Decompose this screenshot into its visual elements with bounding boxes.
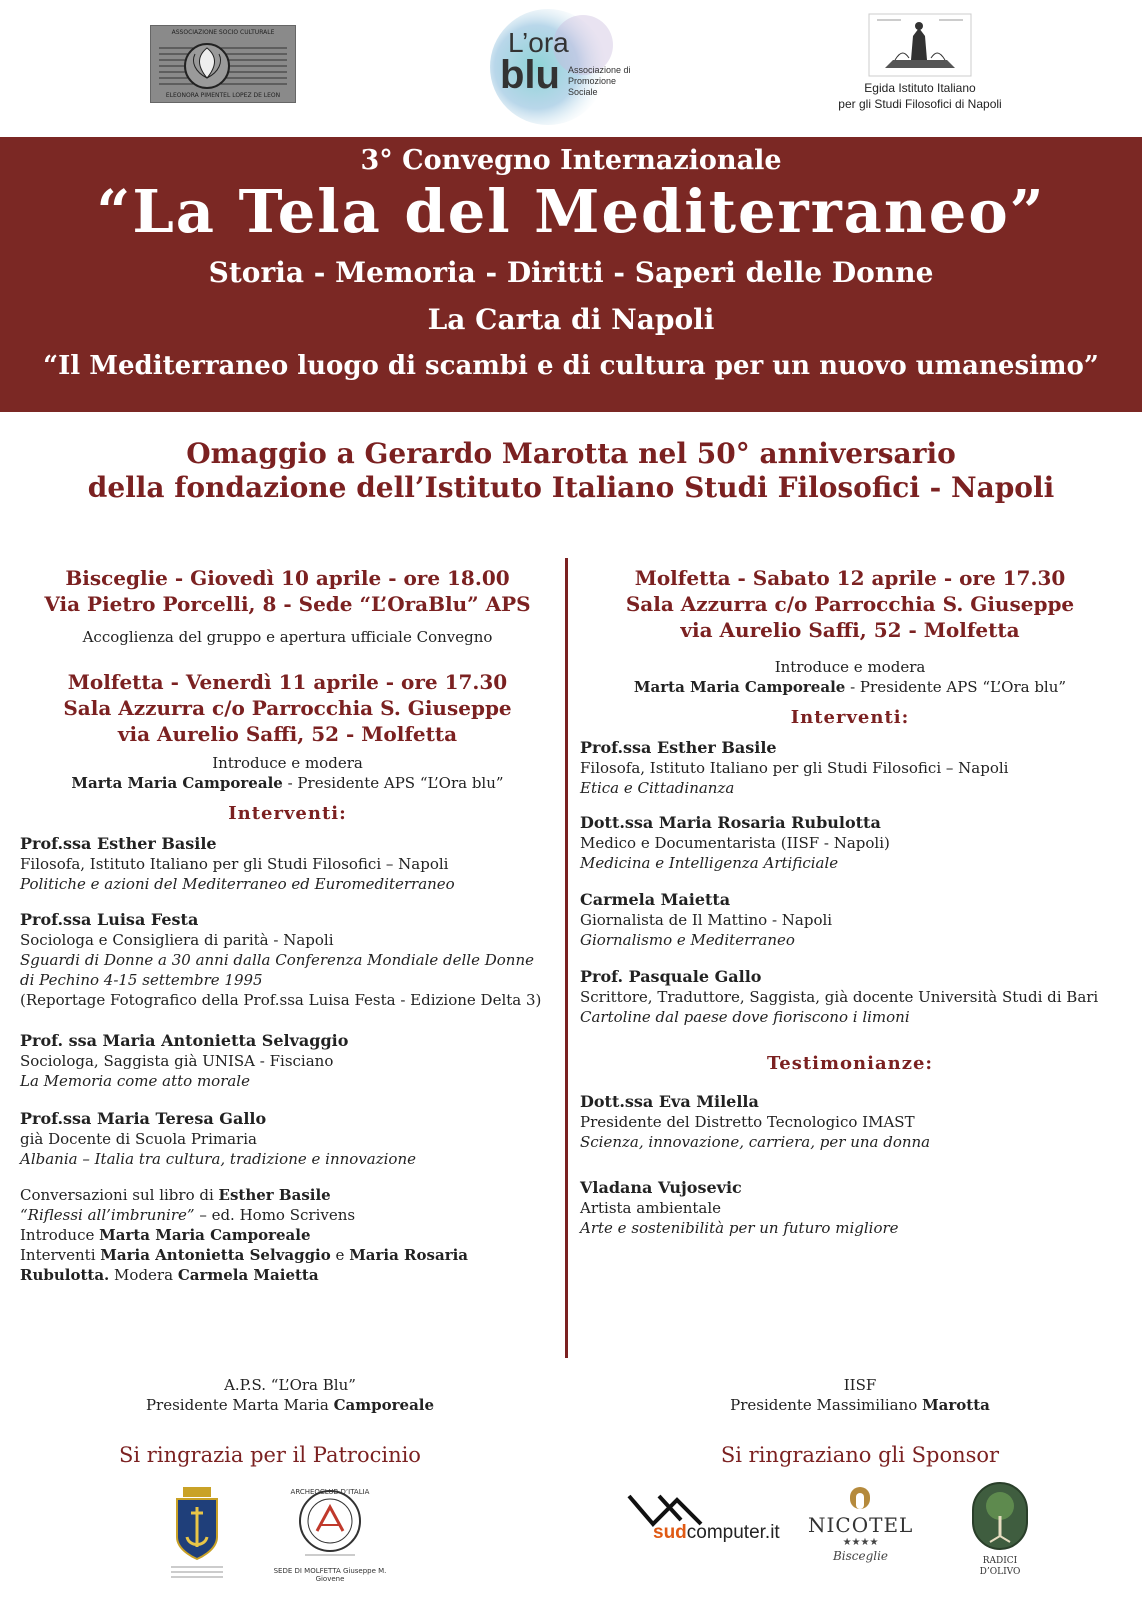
event2-header — [20, 669, 555, 747]
archeoclub-patron-logo — [265, 1485, 395, 1585]
conv-speaker: Maria Antonietta Selvaggio — [100, 1246, 331, 1264]
speaker-topic: Albania – Italia tra cultura, tradizione e innovazione — [20, 1150, 416, 1168]
speaker-topic: Cartoline dal paese dove fioriscono i limoni — [580, 1008, 910, 1026]
speaker-name: Prof.ssa Maria Teresa Gallo — [20, 1109, 267, 1128]
nicotel-stars: ★★★★ — [842, 1537, 879, 1548]
signature-right-president — [700, 1395, 1020, 1415]
event2-moderator — [20, 773, 555, 793]
testimonianze-heading: Testimonianze: — [766, 1053, 934, 1074]
title-banner — [0, 137, 1142, 412]
conv-text: Modera — [109, 1266, 178, 1284]
column-divider — [565, 558, 568, 1358]
archeoclub-ring-text — [265, 1485, 395, 1495]
signature-text: Presidente Marta Maria — [145, 1396, 334, 1414]
speaker-name: Prof. ssa Maria Antonietta Selvaggio — [20, 1031, 349, 1050]
right-column — [580, 565, 1120, 1238]
lora-logo-sub2: Promozione — [568, 76, 617, 86]
homage-line2: della fondazione dell’Istituto Italiano Studi Filosofici - Napoli — [87, 471, 1055, 504]
istituto-logo — [830, 10, 1010, 120]
speaker-topic: Etica e Cittadinanza — [580, 779, 735, 797]
conv-speaker: Rubulotta. — [20, 1266, 110, 1284]
moderator-name: Marta Maria Camporeale — [633, 678, 846, 696]
conv-line2 — [20, 1205, 555, 1225]
lora-logo-sub3: Sociale — [568, 87, 598, 97]
event3-moderator — [580, 677, 1120, 697]
event1-line1: Bisceglie - Giovedì 10 aprile - ore 18.00 — [65, 566, 510, 590]
istituto-caption-2: per gli Studi Filosofici di Napoli — [838, 97, 1002, 111]
flower-icon — [151, 26, 295, 102]
speaker-entry — [20, 910, 550, 1010]
book-conversation — [20, 1185, 555, 1285]
left-column — [20, 565, 555, 1285]
speaker-entry — [580, 813, 1120, 873]
witness-role: Artista ambientale — [580, 1199, 722, 1217]
speaker-entry — [580, 967, 1120, 1027]
witness-entry — [580, 1092, 1120, 1152]
sudcomputer-sud: sud — [653, 1522, 687, 1543]
archeoclub-ring-label: ARCHEOCLUB D’ITALIA — [290, 1488, 370, 1495]
speaker-topic: La Memoria come atto morale — [20, 1072, 250, 1090]
speaker-role: Giornalista de Il Mattino - Napoli — [580, 911, 833, 929]
event1-line2: Via Pietro Porcelli, 8 - Sede “L’OraBlu” APS — [44, 592, 531, 616]
signature-left-org: A.P.S. “L’Ora Blu” — [224, 1376, 356, 1394]
lora-logo-subtitle — [568, 65, 631, 98]
radici-wordmark — [970, 1556, 1030, 1578]
conv-line1 — [20, 1185, 555, 1205]
radici-line1: RADICI — [982, 1556, 1018, 1566]
witness-name: Dott.ssa Eva Milella — [580, 1092, 759, 1111]
conv-line4 — [20, 1245, 555, 1265]
witness-topic: Arte e sostenibilità per un futuro migliore — [580, 1219, 899, 1237]
conv-publisher: – ed. Homo Scrivens — [194, 1206, 356, 1224]
speaker-topic: Sguardi di Donne a 30 anni dalla Conferenza Mondiale delle Donne di Pechino 4-15 settembre 1995 — [20, 951, 534, 989]
conv-text: Conversazioni sul libro di — [20, 1186, 219, 1204]
signature-surname: Camporeale — [333, 1396, 435, 1414]
lora-logo-sub1: Associazione di — [568, 65, 631, 75]
event3-intro: Introduce e modera — [774, 658, 926, 676]
archeoclub-icon — [265, 1485, 395, 1563]
conv-line3 — [20, 1225, 555, 1245]
associazione-logo — [150, 25, 296, 103]
nicotel-city: Bisceglie — [832, 1549, 889, 1563]
speaker-topic: Politiche e azioni del Mediterraneo ed Euromediterraneo — [20, 875, 455, 893]
speaker-name: Prof. Pasquale Gallo — [580, 967, 762, 986]
event3-line2: Sala Azzurra c/o Parrocchia S. Giuseppe — [625, 592, 1075, 616]
speaker-role: Medico e Documentarista (IISF - Napoli) — [580, 834, 890, 852]
banner-convegno: 3° Convegno Internazionale — [360, 145, 782, 176]
signature-right-org: IISF — [843, 1376, 877, 1394]
associazione-logo-text-bottom: ELEONORA PIMENTEL LOPEZ DE LEON — [165, 92, 281, 99]
moderator-role: - Presidente APS “L’Ora blu” — [845, 678, 1067, 696]
banner-themes: Storia - Memoria - Diritti - Saperi delle Donne — [208, 256, 934, 289]
speaker-topic: Medicina e Intelligenza Artificiale — [580, 854, 839, 872]
speaker-role: Filosofa, Istituto Italiano per gli Studi Filosofici – Napoli — [580, 759, 1009, 777]
lora-logo-line1: L’ora — [508, 27, 569, 58]
event2-line1: Molfetta - Venerdì 11 aprile - ore 17.30 — [67, 670, 508, 694]
signature-left-president — [130, 1395, 450, 1415]
speaker-role: Sociologa e Consigliera di parità - Napoli — [20, 931, 334, 949]
speaker-extra: (Reportage Fotografico della Prof.ssa Luisa Festa - Edizione Delta 3) — [20, 991, 542, 1009]
interventi-heading: Interventi: — [790, 707, 910, 728]
speaker-name: Prof.ssa Luisa Festa — [20, 910, 199, 929]
speaker-name: Dott.ssa Maria Rosaria Rubulotta — [580, 813, 881, 832]
lora-logo-line2: blu — [500, 53, 560, 97]
speaker-entry — [580, 890, 1120, 950]
homage-line1: Omaggio a Gerardo Marotta nel 50° anniversario — [186, 437, 956, 470]
sudcomputer-rest: computer.it — [686, 1522, 780, 1543]
radici-olivo-sponsor-logo — [970, 1480, 1030, 1580]
speaker-role: Filosofa, Istituto Italiano per gli Studi Filosofici – Napoli — [20, 855, 449, 873]
speaker-entry — [20, 1031, 555, 1091]
istituto-caption-1: Egida Istituto Italiano — [864, 81, 976, 95]
speaker-role: già Docente di Scuola Primaria — [20, 1130, 257, 1148]
witness-topic: Scienza, innovazione, carriera, per una donna — [580, 1133, 931, 1151]
speaker-entry — [20, 1109, 555, 1169]
sudcomputer-wordmark — [653, 1522, 780, 1544]
event3-header — [580, 565, 1120, 643]
speaker-entry — [580, 738, 1120, 798]
nicotel-wordmark: NICOTEL — [808, 1513, 914, 1537]
conv-speaker: Maria Rosaria — [349, 1246, 469, 1264]
event3-line1: Molfetta - Sabato 12 aprile - ore 17.30 — [634, 566, 1066, 590]
radici-line2: D’OLIVO — [979, 1567, 1021, 1577]
event1-header — [20, 565, 555, 617]
speaker-topic: Giornalismo e Mediterraneo — [580, 931, 795, 949]
banner-quote: “Il Mediterraneo luogo di scambi e di cultura per un nuovo umanesimo” — [43, 351, 1099, 381]
anchor-shield-icon — [165, 1485, 230, 1585]
nicotel-sponsor-logo — [808, 1485, 913, 1575]
speaker-role: Scrittore, Traduttore, Saggista, già docente Università Studi di Bari — [580, 988, 1099, 1006]
patrocinio-heading: Si ringrazia per il Patrocinio — [119, 1443, 421, 1467]
marina-patron-logo — [165, 1485, 230, 1585]
event2-intro: Introduce e modera — [212, 754, 363, 772]
sponsor-heading: Si ringraziano gli Sponsor — [720, 1443, 1000, 1467]
witness-name: Vladana Vujosevic — [580, 1178, 742, 1197]
associazione-logo-text-top: ASSOCIAZIONE SOCIO CULTURALE — [171, 29, 275, 36]
sudcomputer-sponsor-logo — [625, 1492, 785, 1562]
moderator-role: - Presidente APS “L’Ora blu” — [282, 774, 504, 792]
event2-line2: Sala Azzurra c/o Parrocchia S. Giuseppe — [63, 696, 512, 720]
event3-line3: via Aurelio Saffi, 52 - Molfetta — [680, 618, 1020, 642]
signature-right — [700, 1375, 1020, 1415]
conv-text: Introduce — [20, 1226, 100, 1244]
conv-introducer: Marta Maria Camporeale — [99, 1226, 311, 1244]
witness-role: Presidente del Distretto Tecnologico IMAST — [580, 1113, 915, 1131]
conv-moderator: Carmela Maietta — [177, 1266, 319, 1284]
conv-text: Interventi — [20, 1246, 101, 1264]
signature-text: Presidente Massimiliano — [730, 1396, 923, 1414]
speaker-name: Prof.ssa Esther Basile — [580, 738, 777, 757]
signature-surname: Marotta — [922, 1396, 990, 1414]
speaker-role: Sociologa, Saggista già UNISA - Fisciano — [20, 1052, 334, 1070]
conv-book-title: “Riflessi all’imbrunire” — [20, 1206, 195, 1224]
witness-entry — [580, 1178, 1120, 1238]
speaker-entry — [20, 834, 550, 894]
lora-blu-logo — [488, 5, 638, 125]
conv-line5 — [20, 1265, 555, 1285]
event1-desc: Accoglienza del gruppo e apertura ufficiale Convegno — [82, 628, 493, 646]
event2-line3: via Aurelio Saffi, 52 - Molfetta — [117, 722, 458, 746]
interventi-heading: Interventi: — [228, 803, 347, 824]
olive-tree-icon — [970, 1480, 1030, 1552]
speaker-name: Prof.ssa Esther Basile — [20, 834, 217, 853]
banner-title: “La Tela del Mediterraneo” — [96, 177, 1046, 246]
engraving-icon — [865, 10, 975, 80]
nicotel-emblem-icon — [808, 1485, 913, 1509]
conv-text: e — [330, 1246, 350, 1264]
speaker-name: Carmela Maietta — [580, 890, 731, 909]
signature-left — [130, 1375, 450, 1415]
banner-carta: La Carta di Napoli — [427, 303, 715, 336]
moderator-name: Marta Maria Camporeale — [71, 774, 283, 792]
conv-author: Esther Basile — [218, 1186, 331, 1204]
archeoclub-caption: SEDE DI MOLFETTA Giuseppe M. Giovene — [273, 1567, 387, 1583]
